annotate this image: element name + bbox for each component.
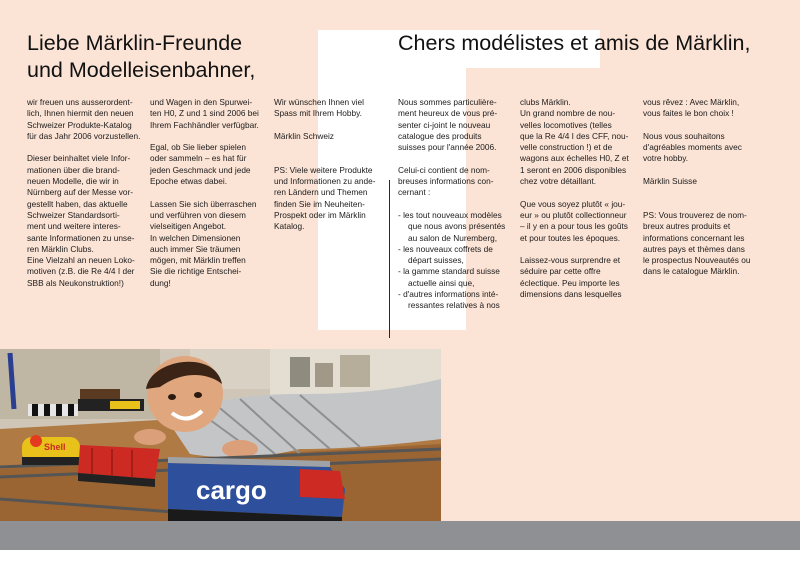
page-bottom-margin xyxy=(0,550,800,579)
paragraph xyxy=(643,210,750,278)
text-line: ment und weitere interes- xyxy=(27,221,121,232)
text-line: eur » ou plutôt collectionneur xyxy=(520,209,627,220)
paragraph xyxy=(274,97,375,120)
french-column-1 xyxy=(398,97,505,312)
text-line: Märklin Schweiz xyxy=(274,130,334,141)
bullet-line: - les tout nouveaux modèles xyxy=(398,209,502,220)
text-line: Egal, ob Sie lieber spielen xyxy=(150,142,246,153)
text-line: Märklin Suisse xyxy=(643,176,697,187)
bullet-item xyxy=(398,244,505,267)
text-line: éclectique. Peu importe les xyxy=(520,277,620,288)
text-line: Nous sommes particulière- xyxy=(398,97,497,107)
text-line: 1 seront en 2006 disponibles xyxy=(520,164,627,175)
paragraph xyxy=(398,97,505,153)
bullet-item xyxy=(398,289,505,312)
german-heading-line1: Liebe Märklin-Freunde xyxy=(27,31,243,55)
bullet-line: - les nouveaux coffrets de xyxy=(398,243,493,254)
text-line: PS: Viele weitere Produkte xyxy=(274,164,373,175)
text-line: Schweizer Standardsorti- xyxy=(27,209,120,220)
text-line: lich, Ihnen hiermit den neuen xyxy=(27,108,134,119)
text-line: für das Jahr 2006 vorzustellen. xyxy=(27,130,141,141)
text-line: und Wagen in den Spurwei- xyxy=(150,97,253,107)
text-line: wagons aux échelles H0, Z et xyxy=(520,153,629,164)
text-line: Katalog. xyxy=(274,221,305,232)
text-line: Laissez-vous surprendre et xyxy=(520,255,621,266)
text-line: Wir wünschen Ihnen viel xyxy=(274,97,364,107)
text-line: ren Märklin Clubs. xyxy=(27,243,94,254)
text-line: Prospekt oder im Märklin xyxy=(274,209,366,220)
text-line: In welchen Dimensionen xyxy=(150,232,241,243)
text-line: velle construction !) et de xyxy=(520,142,613,153)
text-line: Eine Vielzahl an neuen Loko- xyxy=(27,255,135,266)
paragraph xyxy=(520,97,629,187)
german-column-3 xyxy=(274,97,375,244)
text-line: velles locomotives (telles xyxy=(520,119,612,130)
text-line: Un grand nombre de nou- xyxy=(520,108,616,119)
text-line: que la Re 4/4 I des CFF, nou- xyxy=(520,130,629,141)
text-line: breuses informations con- xyxy=(398,176,494,187)
paragraph xyxy=(274,131,375,142)
text-line: Lassen Sie sich überraschen xyxy=(150,198,257,209)
paragraph xyxy=(274,165,375,233)
paragraph xyxy=(150,199,259,289)
text-line: suisses pour l'année 2006. xyxy=(398,142,497,153)
bullet-line: - d'autres informations inté- xyxy=(398,289,499,300)
text-line: Sie die richtige Entschei- xyxy=(150,266,242,277)
text-line: le prospectus Nouveautés ou xyxy=(643,255,751,266)
text-line: mationen über die brand- xyxy=(27,164,120,175)
bullet-line: actuelle ainsi que, xyxy=(408,277,475,288)
text-line: dans le catalogue Märklin. xyxy=(643,266,740,277)
text-line: et pour toutes les époques. xyxy=(520,232,621,243)
german-heading xyxy=(27,30,327,84)
text-line: neuen Modelle, die wir in xyxy=(27,176,119,187)
text-line: sante Informationen zu unse- xyxy=(27,232,135,243)
text-line: clubs Märklin. xyxy=(520,97,571,107)
text-line: Spass mit Ihrem Hobby. xyxy=(274,108,362,119)
bullet-list-rule xyxy=(389,180,390,338)
german-heading-line2: und Modelleisenbahner, xyxy=(27,58,256,82)
text-line: votre hobby. xyxy=(643,153,689,164)
text-line: auch immer Sie träumen xyxy=(150,243,241,254)
paragraph xyxy=(520,199,629,244)
paragraph xyxy=(150,97,259,131)
text-line: dung! xyxy=(150,277,171,288)
text-line: d'agréables moments avec xyxy=(643,142,742,153)
text-line: séduire par cette offre xyxy=(520,266,601,277)
paragraph xyxy=(643,131,750,165)
text-line: vielseitigen Angebot. xyxy=(150,221,227,232)
text-line: chez votre détaillant. xyxy=(520,176,597,187)
text-line: jeden Geschmack und jede xyxy=(150,164,251,175)
boy-with-trains-photo xyxy=(0,349,441,521)
german-column-2 xyxy=(150,97,259,300)
bullet-line: - la gamme standard suisse xyxy=(398,266,500,277)
text-line: cernant : xyxy=(398,187,431,198)
text-line: und verführen von diesem xyxy=(150,209,246,220)
paragraph xyxy=(27,97,140,142)
french-column-2 xyxy=(520,97,629,312)
text-line: mögen, mit Märklin treffen xyxy=(150,255,246,266)
text-line: Nous vous souhaitons xyxy=(643,130,725,141)
bullet-line: que nous avons présentés xyxy=(408,221,506,232)
text-line: SBB als Neukonstruktion!) xyxy=(27,277,124,288)
text-line: oder sammeln – es hat für xyxy=(150,153,247,164)
bullet-line: au salon de Nuremberg, xyxy=(408,232,498,243)
text-line: ten H0, Z und 1 sind 2006 bei xyxy=(150,108,259,119)
text-line: ren Ländern und Themen xyxy=(274,187,368,198)
text-line: dimensions dans lesquelles xyxy=(520,289,622,300)
text-line: wir freuen uns ausserordent- xyxy=(27,97,133,107)
bullet-line: départ suisses, xyxy=(408,255,464,266)
paragraph xyxy=(643,97,750,120)
paragraph xyxy=(27,153,140,289)
text-line: ment heureux de vous pré- xyxy=(398,108,498,119)
text-line: vous faites le bon choix ! xyxy=(643,108,734,119)
text-line: gestellt haben, das aktuelle xyxy=(27,198,128,209)
text-line: vous rêvez : Avec Märklin, xyxy=(643,97,740,107)
german-column-1 xyxy=(27,97,140,300)
text-line: Nürnberg auf der Messe vor- xyxy=(27,187,134,198)
text-line: Que vous soyez plutôt « jou- xyxy=(520,198,626,209)
footer-band xyxy=(0,521,800,550)
text-line: autres pays et thèmes dans xyxy=(643,243,745,254)
text-line: Ihrem Fachhändler verfügbar. xyxy=(150,119,259,130)
text-line: – il y en a pour tous les goûts xyxy=(520,221,628,232)
text-line: Celui-ci contient de nom- xyxy=(398,164,490,175)
text-line: senter ci-joint le nouveau xyxy=(398,119,491,130)
paragraph xyxy=(398,165,505,199)
french-column-3 xyxy=(643,97,750,289)
french-bullet-list xyxy=(398,210,505,312)
text-line: Schweizer Produkte-Katalog xyxy=(27,119,132,130)
paragraph xyxy=(150,142,259,187)
bullet-item xyxy=(398,210,505,244)
bullet-line: ressantes relatives à nos xyxy=(408,300,500,311)
text-line: Epoche etwas dabei. xyxy=(150,176,228,187)
text-line: motiven (z.B. die Re 4/4 I der xyxy=(27,266,135,277)
text-line: breux autres produits et xyxy=(643,221,731,232)
paragraph xyxy=(643,176,750,187)
bullet-item xyxy=(398,266,505,289)
text-line: und Informationen zu ande- xyxy=(274,176,376,187)
cargo-locomotive-label: cargo xyxy=(196,475,267,505)
text-line: catalogue des produits xyxy=(398,130,482,141)
text-line: Dieser beinhaltet viele Infor- xyxy=(27,153,131,164)
shell-tank-label: Shell xyxy=(44,442,66,452)
paragraph xyxy=(520,255,629,300)
text-line: finden Sie im Neuheiten- xyxy=(274,198,365,209)
text-line: PS: Vous trouverez de nom- xyxy=(643,209,747,220)
french-heading: Chers modélistes et amis de Märklin, xyxy=(398,31,751,55)
text-line: informations concernant les xyxy=(643,232,745,243)
